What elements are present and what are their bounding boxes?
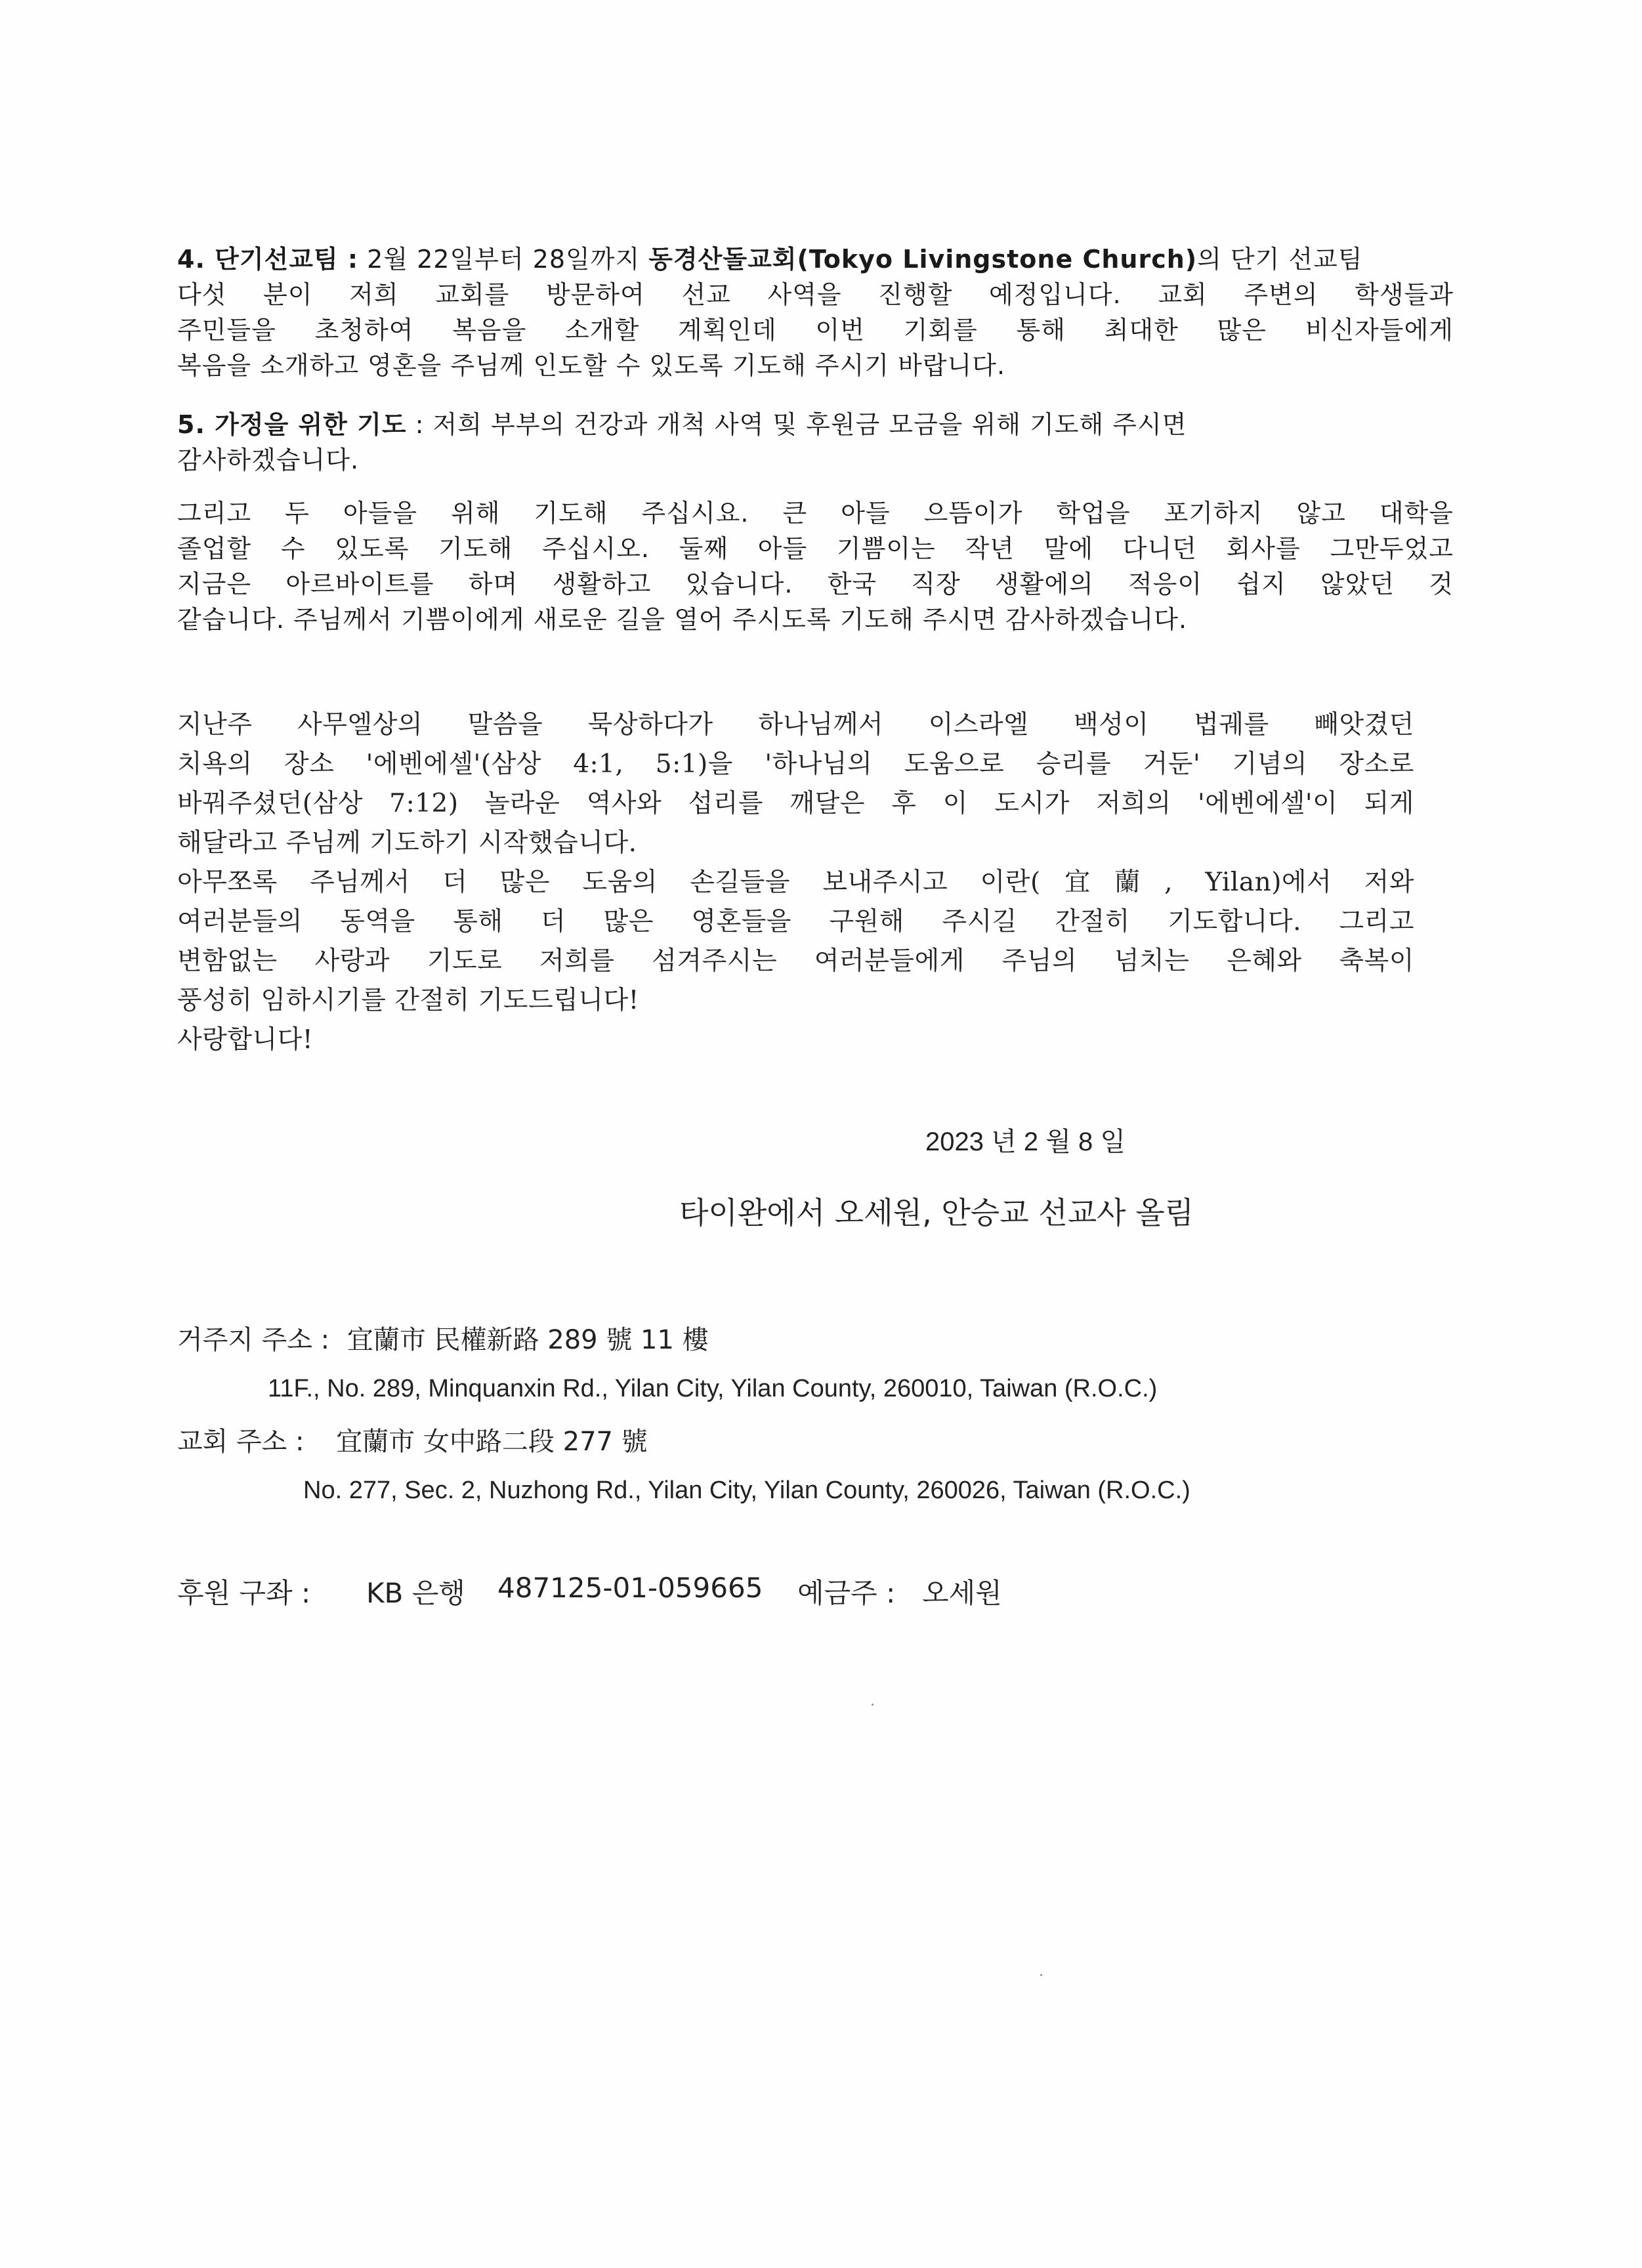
prayer-item-5-line-1 (177, 407, 1454, 442)
prayer-item-4-line-4: 복음을 소개하고 영혼을 주님께 인도할 수 있도록 기도해 주시기 바랍니다. (177, 351, 1006, 380)
prayer-item-4 (177, 242, 1454, 383)
donation-label: 후원 구좌 : (177, 1577, 311, 1609)
prayer-item-5-line-2: 감사하겠습니다. (177, 446, 360, 474)
prayer-item-4-label: 4. 단기선교팀 : (177, 245, 359, 274)
church-address-en: No. 277, Sec. 2, Nuzhong Rd., Yilan City, Yilan County, 260026, Taiwan (R.O.C.) (303, 1477, 1190, 1504)
closing-line-3: 바꿔주셨던(삼상 7:12) 놀라운 역사와 섭리를 깨달은 후 이 도시가 저희의 '에벤에셀'이 되게 (177, 789, 1414, 818)
letter-signature: 타이완에서 오세원, 안승교 선교사 올림 (679, 1195, 1194, 1230)
prayer-item-4-church: 동경산돌교회(Tokyo Livingstone Church) (648, 245, 1198, 274)
closing-line-5: 아무쪼록 주님께서 더 많은 도움의 손길들을 보내주시고 이란(宜蘭, Yilan)에서 저와 (177, 868, 1414, 897)
family-line-2: 졸업할 수 있도록 기도해 주십시오. 둘째 아들 기쁨이는 작년 말에 다니던 회사를 그만두었고 (177, 534, 1454, 563)
closing-line-7: 변함없는 사랑과 기도로 저희를 섬겨주시는 여러분들에게 주님의 넘치는 은혜와 축복이 (177, 946, 1414, 976)
residence-address-en: 11F., No. 289, Minquanxin Rd., Yilan City, Yilan County, 260010, Taiwan (R.O.C.) (268, 1375, 1158, 1402)
prayer-item-5-tail: : 저희 부부의 건강과 개척 사역 및 후원금 모금을 위해 기도해 주시면 (406, 410, 1187, 439)
donation-holder: 오세원 (922, 1577, 1002, 1609)
scan-speck (1040, 1974, 1042, 1976)
prayer-item-5-label: 5. 가정을 위한 기도 (177, 410, 407, 439)
prayer-item-4-line-1 (177, 242, 1454, 277)
donation-bank: KB 은행 (366, 1577, 465, 1609)
church-address-line (177, 1421, 648, 1458)
prayer-item-4-line-3: 주민들을 초청하여 복음을 소개할 계획인데 이번 기회를 통해 최대한 많은 비신자들에게 (177, 316, 1454, 345)
church-address-label: 교회 주소 : (177, 1427, 305, 1457)
family-line-3: 지금은 아르바이트를 하며 생활하고 있습니다. 한국 직장 생활에의 적응이 쉽지 않았던 것 (177, 570, 1454, 598)
closing-line-9: 사랑합니다! (177, 1025, 314, 1055)
donation-holder-label: 예금주 : (797, 1577, 896, 1609)
closing-line-6: 여러분들의 동역을 통해 더 많은 영혼들을 구원해 주시길 간절히 기도합니다. 그리고 (177, 907, 1414, 936)
closing-line-2: 치욕의 장소 '에벤에셀'(삼상 4:1, 5:1)을 '하나님의 도움으로 승리를 거둔' 기념의 장소로 (177, 749, 1414, 779)
family-line-1: 그리고 두 아들을 위해 기도해 주십시요. 큰 아들 으뜸이가 학업을 포기하지 않고 대학을 (177, 499, 1454, 528)
prayer-item-4-dates: 2월 22일부터 28일까지 (358, 245, 649, 274)
residence-address-line (177, 1319, 709, 1356)
closing-line-8: 풍성히 임하시기를 간절히 기도드립니다! (177, 986, 639, 1015)
closing-line-4: 해달라고 주님께 기도하기 시작했습니다. (177, 828, 637, 858)
family-line-4: 같습니다. 주님께서 기쁨이에게 새로운 길을 열어 주시도록 기도해 주시면 감사하겠습니다. (177, 605, 1188, 634)
donation-account: 487125-01-059665 (497, 1572, 763, 1604)
prayer-item-5-family (177, 495, 1454, 637)
scan-speck (872, 1704, 874, 1706)
prayer-item-4-tail: 의 단기 선교팀 (1197, 245, 1363, 274)
closing-line-1: 지난주 사무엘상의 말씀을 묵상하다가 하나님께서 이스라엘 백성이 법궤를 빼앗겼던 (177, 710, 1414, 740)
church-address-zh: 宜蘭市 女中路二段 277 號 (336, 1427, 648, 1457)
prayer-item-4-line-2: 다섯 분이 저희 교회를 방문하여 선교 사역을 진행할 예정입니다. 교회 주변의 학생들과 (177, 280, 1454, 309)
closing-message (177, 705, 1414, 1060)
prayer-item-5 (177, 407, 1454, 478)
letter-date: 2023 년 2 월 8 일 (925, 1127, 1126, 1156)
residence-address-zh: 宜蘭市 民權新路 289 號 11 樓 (347, 1325, 709, 1355)
residence-label: 거주지 주소 : (177, 1325, 330, 1355)
